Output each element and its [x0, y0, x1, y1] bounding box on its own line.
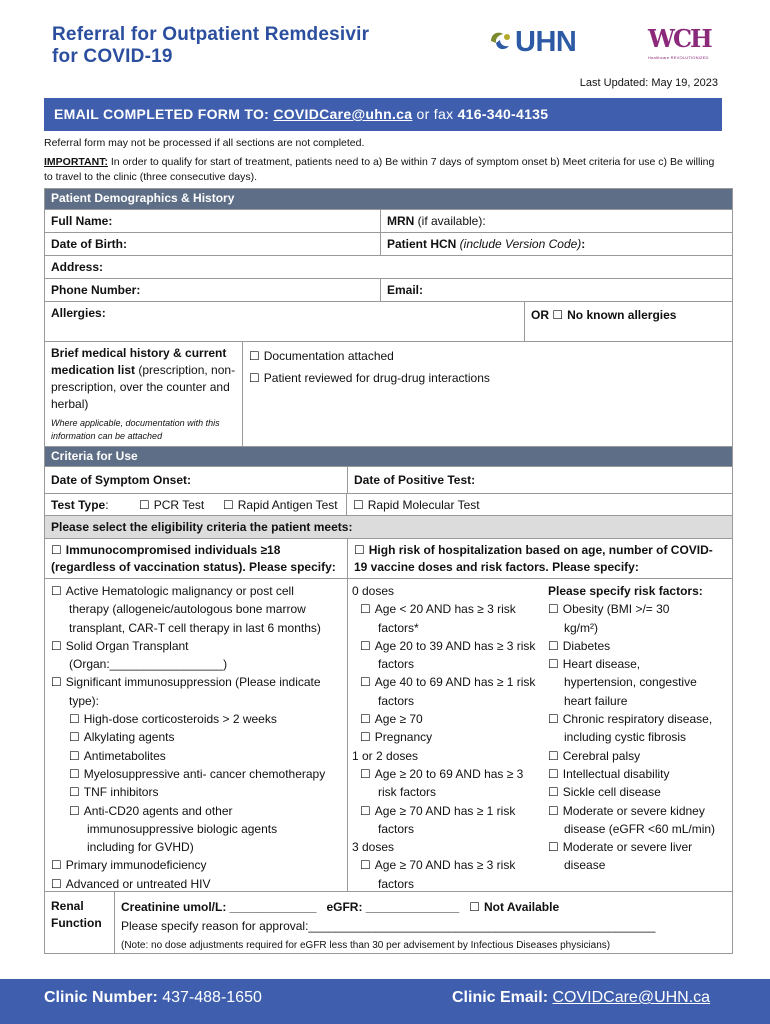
processing-note: Referral form may not be processed if all sections are not completed. — [44, 137, 365, 149]
dose-checkbox[interactable]: ☐ Age 40 to 69 AND has ≥ 1 risk — [352, 673, 540, 691]
important-label: IMPORTANT: — [44, 156, 108, 168]
email-link[interactable]: COVIDCare@uhn.ca — [273, 106, 413, 122]
footer-bar — [0, 979, 770, 1024]
dose-checkbox[interactable]: ☐ Age 20 to 39 AND has ≥ 3 risk — [352, 637, 540, 655]
fax-number: 416-340-4135 — [457, 106, 549, 122]
important-text: In order to qualify for start of treatment, patients need to a) Be within 7 days of symptom onset b) Meet criteria for use c) Be willing to travel to the clinic (three consecutive days). — [44, 156, 715, 183]
clinic-email-label: Clinic Email: — [452, 989, 553, 1006]
renal-fields — [115, 892, 661, 953]
list-item: factors — [378, 693, 415, 708]
risk-factors-list — [546, 579, 715, 891]
list-item: risk factors — [378, 785, 437, 800]
high-risk-checkbox[interactable]: ☐ High risk of hospitalization based on age, number of COVID- — [354, 542, 713, 559]
list-item: factors — [378, 821, 415, 836]
cerebral-palsy-checkbox[interactable]: ☐ Cerebral palsy — [548, 747, 715, 765]
uhn-leaf-icon — [487, 28, 515, 54]
list-item: factors* — [378, 620, 419, 635]
or-fax-text: or fax — [412, 106, 458, 122]
list-item: type): — [69, 693, 100, 708]
renal-note: (Note: no dose adjustments required for eGFR less than 30 per advisement by Infectious Diseases physicians) — [121, 940, 611, 951]
dose-checkbox[interactable]: ☐ Age ≥ 70 AND has ≥ 1 risk — [352, 802, 540, 820]
address-field[interactable]: Address: — [51, 260, 104, 274]
hcn-label: Patient HCN — [387, 237, 457, 251]
clinic-email — [452, 989, 710, 1007]
immuno-heading-2: (regardless of vaccination status). Please specify: — [51, 560, 336, 574]
email-field[interactable]: Email: — [387, 283, 424, 297]
history-bold-1: Brief medical history & current — [51, 346, 227, 360]
hiv-checkbox[interactable]: ☐ Advanced or untreated HIV — [51, 875, 341, 893]
list-item: disease (eGFR <60 mL/min) — [564, 821, 716, 836]
dose-checkbox[interactable]: ☐ Age ≥ 70 — [352, 710, 540, 728]
wch-logo — [648, 24, 728, 64]
immuno-heading[interactable] — [45, 539, 348, 578]
list-item: hypertension, congestive — [564, 675, 697, 690]
medical-history-label — [45, 342, 243, 446]
immuno-list — [45, 579, 348, 891]
hematologic-checkbox[interactable]: ☐ Active Hematologic malignancy or post cell — [51, 582, 341, 600]
renal-values-row — [121, 898, 655, 917]
doses-list — [348, 579, 546, 891]
dose-checkbox[interactable]: ☐ Age ≥ 20 to 69 AND has ≥ 3 — [352, 765, 540, 783]
tnf-checkbox[interactable]: ☐ TNF inhibitors — [51, 783, 341, 801]
eligibility-heading: Please select the eligibility criteria the patient meets: — [51, 520, 353, 534]
creatinine-field[interactable]: Creatinine umol/L: _____________ — [121, 900, 317, 914]
documentation-checkbox[interactable]: ☐ Documentation attached — [249, 345, 490, 367]
organ-transplant-checkbox[interactable]: ☐ Solid Organ Transplant — [51, 637, 341, 655]
egfr-field[interactable]: eGFR: ____________ — [326, 900, 446, 914]
list-item: including cystic fibrosis — [564, 730, 687, 745]
list-item: disease — [564, 858, 606, 873]
important-note — [44, 155, 724, 185]
mrn-field[interactable] — [381, 210, 492, 232]
corticosteroids-checkbox[interactable]: ☐ High-dose corticosteroids > 2 weeks — [51, 710, 341, 728]
dose-group-1: 1 or 2 doses — [352, 748, 419, 763]
uhn-logo — [487, 26, 597, 58]
mrn-suffix: (if available): — [414, 214, 486, 228]
egfr-tail: __ — [445, 900, 460, 914]
clinic-email-link[interactable]: COVIDCare@UHN.ca — [552, 989, 711, 1006]
list-item: immunosuppressive biologic agents — [87, 821, 278, 836]
list-item: therapy (allogeneic/autologous bone marrow — [69, 602, 306, 617]
clinic-number-label: Clinic Number: — [44, 989, 163, 1006]
obesity-checkbox[interactable]: ☐ Obesity (BMI >/= 30 — [548, 600, 715, 618]
dose-checkbox[interactable]: ☐ Age ≥ 70 AND has ≥ 3 risk — [352, 856, 540, 874]
immuno-checkbox[interactable]: ☐ Immunocompromised individuals ≥18 — [51, 542, 341, 559]
organ-field[interactable]: (Organ:_________________) — [69, 657, 228, 672]
list-item: kg/m²) — [564, 620, 598, 635]
not-available-checkbox[interactable]: ☐ Not Available — [469, 900, 559, 914]
drug-interaction-checkbox[interactable]: ☐ Patient reviewed for drug-drug interactions — [249, 367, 490, 389]
no-allergies-checkbox[interactable]: ☐ No known allergies — [552, 308, 676, 322]
history-text: (prescription, non-prescription, over the counter and herbal) — [51, 363, 236, 411]
immunosuppression-checkbox[interactable]: ☐ Significant immunosuppression (Please indicate — [51, 673, 341, 691]
wch-logo-text: WCH — [648, 24, 711, 53]
list-item: including for GVHD) — [87, 840, 194, 855]
high-risk-heading-2: 19 vaccine doses and risk factors. Please specify: — [354, 560, 639, 574]
history-note: Where applicable, documentation with this information can be attached — [51, 418, 220, 441]
pcr-checkbox[interactable]: ☐ PCR Test — [133, 494, 217, 515]
wch-logo-subtitle: Healthcare REVOLUTIONIZED — [648, 55, 709, 60]
high-risk-heading[interactable] — [348, 539, 719, 578]
diabetes-checkbox[interactable]: ☐ Diabetes — [548, 637, 715, 655]
anti-cd20-checkbox[interactable]: ☐ Anti-CD20 agents and other — [51, 802, 341, 820]
kidney-disease-checkbox[interactable]: ☐ Moderate or severe kidney — [548, 802, 715, 820]
symptom-onset-field[interactable]: Date of Symptom Onset: — [45, 467, 348, 493]
pregnancy-checkbox[interactable]: ☐ Pregnancy — [352, 728, 540, 746]
rapid-antigen-checkbox[interactable]: ☐ Rapid Antigen Test — [217, 494, 347, 515]
liver-disease-checkbox[interactable]: ☐ Moderate or severe liver — [548, 838, 715, 856]
last-updated: Last Updated: May 19, 2023 — [579, 77, 718, 89]
test-type-text: Test Type — [51, 498, 106, 512]
history-bold-2: medication list — [51, 363, 136, 377]
positive-test-field[interactable]: Date of Positive Test: — [354, 473, 476, 487]
list-item: heart failure — [564, 693, 628, 708]
phone-field[interactable]: Phone Number: — [45, 279, 381, 301]
email-label: EMAIL COMPLETED FORM TO: — [54, 106, 274, 122]
renal-label — [45, 892, 115, 953]
dob-field[interactable]: Date of Birth: — [45, 233, 381, 255]
rapid-molecular-checkbox[interactable]: ☐ Rapid Molecular Test — [347, 494, 486, 515]
list-item: factors — [378, 876, 415, 891]
or-label: OR — [531, 308, 553, 322]
email-banner — [44, 98, 722, 131]
renal-label-2: Function — [51, 916, 102, 930]
referral-form — [44, 188, 733, 954]
chemotherapy-checkbox[interactable]: ☐ Myelosuppressive anti- cancer chemotherapy — [51, 765, 341, 783]
list-item: transplant, CAR-T cell therapy in last 6 months) — [69, 620, 321, 635]
dose-checkbox[interactable]: ☐ Age < 20 AND has ≥ 3 risk — [352, 600, 540, 618]
hcn-field[interactable] — [381, 233, 591, 255]
form-title — [52, 24, 369, 68]
sickle-cell-checkbox[interactable]: ☐ Sickle cell disease — [548, 783, 715, 801]
risk-factors-heading: Please specify risk factors: — [548, 584, 703, 598]
test-type-colon: : — [105, 498, 109, 512]
title-line-1: Referral for Outpatient Remdesivir — [52, 24, 370, 45]
dose-group-3: 3 doses — [352, 840, 395, 855]
demographics-heading: Patient Demographics & History — [45, 189, 732, 209]
dose-group-0: 0 doses — [352, 584, 395, 598]
primary-immunodeficiency-checkbox[interactable]: ☐ Primary immunodeficiency — [51, 856, 341, 874]
test-type-label — [45, 494, 133, 515]
clinic-number — [44, 989, 262, 1007]
criteria-heading: Criteria for Use — [45, 446, 732, 466]
alkylating-checkbox[interactable]: ☐ Alkylating agents — [51, 728, 341, 746]
renal-label-1: Renal — [51, 899, 84, 913]
antimetabolites-checkbox[interactable]: ☐ Antimetabolites — [51, 747, 341, 765]
full-name-field[interactable]: Full Name: — [45, 210, 381, 232]
hcn-suffix: (include Version Code) — [456, 237, 582, 251]
no-allergies-option[interactable] — [525, 302, 682, 341]
list-item: factors — [378, 657, 415, 672]
clinic-number-value: 437-488-1650 — [162, 989, 262, 1006]
approval-reason-field[interactable]: Please specify reason for approval:____________________________________________________ — [121, 919, 656, 933]
title-line-2: for COVID-19 — [52, 46, 173, 67]
medical-history-field[interactable] — [243, 342, 496, 446]
heart-disease-checkbox[interactable]: ☐ Heart disease, — [548, 655, 715, 673]
hcn-colon: : — [581, 237, 586, 251]
mrn-label: MRN — [387, 214, 415, 228]
respiratory-checkbox[interactable]: ☐ Chronic respiratory disease, — [548, 710, 715, 728]
intellectual-disability-checkbox[interactable]: ☐ Intellectual disability — [548, 765, 715, 783]
allergies-field[interactable]: Allergies: — [45, 302, 525, 341]
uhn-logo-text: UHN — [515, 26, 577, 58]
